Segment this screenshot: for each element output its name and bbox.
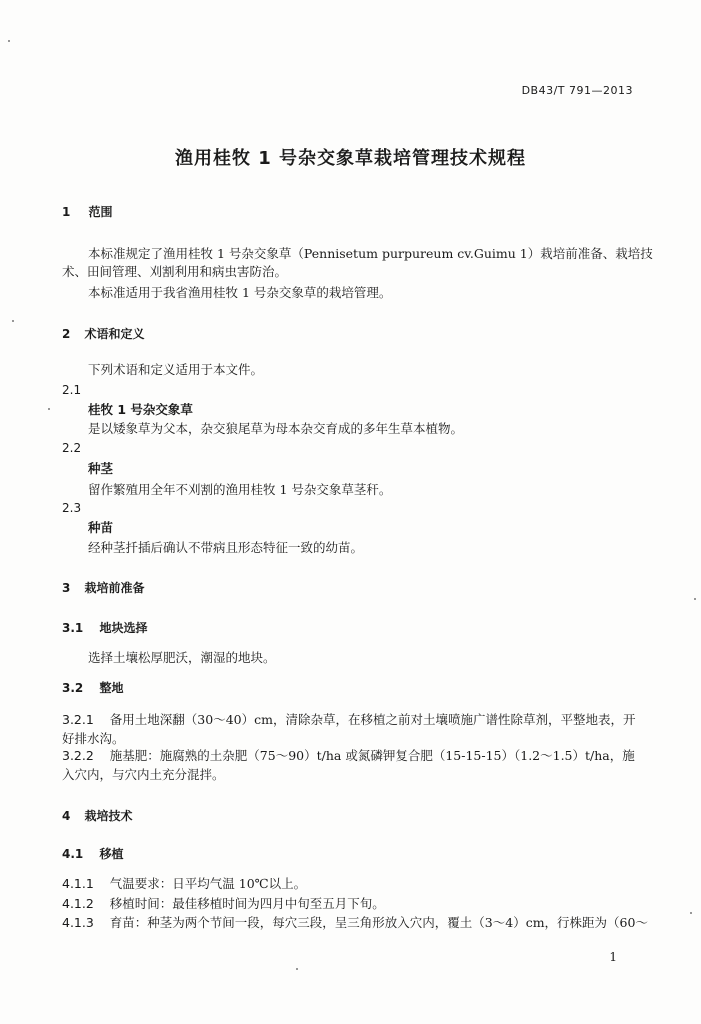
section-title: 栽培技术 <box>84 809 133 823</box>
section-2-intro: 下列术语和定义适用于本文件。 <box>88 362 264 377</box>
section-2-heading <box>62 326 145 342</box>
subsection-4-1-heading <box>62 846 123 862</box>
subsection-3-1-text: 选择土壤松厚肥沃，潮湿的地块。 <box>88 650 276 665</box>
clause-text: 移植时间：最佳移植时间为四月中旬至五月下旬。 <box>109 896 385 911</box>
clause-text: 备用土地深翻（30～40）cm，清除杂草，在移植之前对土壤喷施广谱性除草剂，平整地表，开 <box>109 712 636 727</box>
term-name: 种茎 <box>88 461 114 476</box>
scan-speck <box>694 598 696 600</box>
subsection-number: 3.2 <box>62 681 84 695</box>
document-title: 渔用桂牧 1 号杂交象草栽培管理技术规程 <box>174 148 527 169</box>
term-number: 2.2 <box>62 441 82 455</box>
section-number: 3 <box>62 581 71 595</box>
clause-3-2-2-line-2: 入穴内，与穴内土充分混拌。 <box>62 767 225 782</box>
clause-3-2-1-line-1 <box>62 712 635 728</box>
section-1-paragraph-2: 本标准适用于我省渔用桂牧 1 号杂交象草的栽培管理。 <box>88 285 392 300</box>
clause-4-1-2 <box>62 896 385 912</box>
term-number: 2.1 <box>62 383 82 397</box>
page-number: 1 <box>609 950 617 964</box>
standard-code: DB43/T 791—2013 <box>521 84 633 97</box>
section-title: 栽培前准备 <box>84 581 145 595</box>
clause-text: 施基肥：施腐熟的土杂肥（75～90）t/ha 或氮磷钾复合肥（15-15-15）（1.2～1.5）t/ha，施 <box>109 748 635 763</box>
subsection-3-1-heading <box>62 620 147 636</box>
section-4-heading <box>62 808 133 824</box>
section-number: 4 <box>62 809 71 823</box>
subsection-number: 4.1 <box>62 847 84 861</box>
clause-text: 育苗：种茎为两个节间一段，每穴三段，呈三角形放入穴内，覆土（3～4）cm，行株距为（60～ <box>109 915 648 930</box>
scan-speck <box>48 408 50 410</box>
subsection-title: 整地 <box>99 681 124 695</box>
clause-number: 3.2.2 <box>62 748 94 763</box>
clause-4-1-3 <box>62 915 648 931</box>
clause-4-1-1 <box>62 876 306 892</box>
subsection-number: 3.1 <box>62 621 84 635</box>
section-3-heading <box>62 580 145 596</box>
clause-number: 4.1.1 <box>62 876 94 891</box>
section-title: 范围 <box>88 205 113 219</box>
clause-number: 4.1.3 <box>62 915 94 930</box>
scan-speck <box>8 40 10 42</box>
clause-number: 3.2.1 <box>62 712 94 727</box>
clause-3-2-1-line-2: 好排水沟。 <box>62 731 125 746</box>
section-1-heading <box>62 204 113 220</box>
term-name: 桂牧 1 号杂交象草 <box>88 402 193 417</box>
term-name: 种苗 <box>88 520 114 535</box>
section-number: 1 <box>62 205 71 219</box>
subsection-title: 移植 <box>99 847 124 861</box>
scan-speck <box>12 320 14 322</box>
scan-speck <box>690 912 692 914</box>
scan-speck <box>296 968 298 970</box>
term-definition: 经种茎扦插后确认不带病且形态特征一致的幼苗。 <box>88 540 364 555</box>
term-number: 2.3 <box>62 501 82 515</box>
clause-number: 4.1.2 <box>62 896 94 911</box>
section-1-paragraph-1-line-1: 本标准规定了渔用桂牧 1 号杂交象草（Pennisetum purpureum cv.Guimu 1）栽培前准备、栽培技 <box>88 246 653 261</box>
section-1-paragraph-1-line-2: 术、田间管理、刈割利用和病虫害防治。 <box>62 264 288 279</box>
term-definition: 留作繁殖用全年不刈割的渔用桂牧 1 号杂交象草茎秆。 <box>88 482 392 497</box>
clause-3-2-2-line-1 <box>62 748 635 764</box>
subsection-3-2-heading <box>62 680 123 696</box>
section-title: 术语和定义 <box>84 327 145 341</box>
clause-text: 气温要求：日平均气温 10℃以上。 <box>109 876 307 891</box>
term-definition: 是以矮象草为父本，杂交狼尾草为母本杂交育成的多年生草本植物。 <box>88 421 464 436</box>
subsection-title: 地块选择 <box>99 621 148 635</box>
section-number: 2 <box>62 327 71 341</box>
